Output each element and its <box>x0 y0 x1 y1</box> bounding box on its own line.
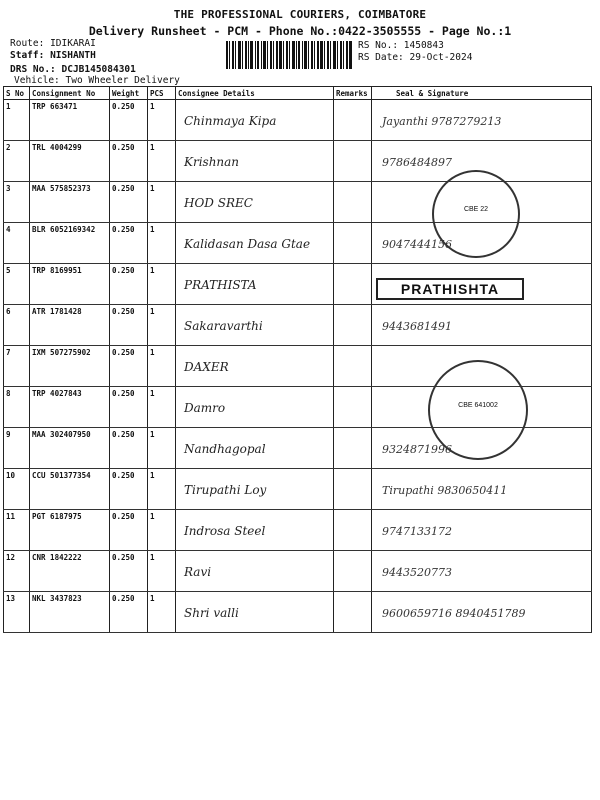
cell-weight: 0.250 <box>110 223 148 264</box>
rs-no-value: 1450843 <box>403 40 444 51</box>
cell-pcs: 1 <box>148 428 176 469</box>
cell-pcs: 1 <box>148 592 176 633</box>
cell-sno: 3 <box>4 182 30 223</box>
cell-consignee: Damro <box>176 387 334 428</box>
col-header-consignment: Consignment No <box>30 87 110 100</box>
route-line <box>10 38 96 49</box>
prathishta-stamp: PRATHISHTA <box>376 278 524 300</box>
cell-pcs: 1 <box>148 141 176 182</box>
cell-consignee: Tirupathi Loy <box>176 469 334 510</box>
runsheet-table <box>3 86 591 633</box>
cell-consignment-no: TRP 4027843 <box>30 387 110 428</box>
route-value: IDIKARAI <box>50 38 96 49</box>
staff-line <box>10 50 96 61</box>
staff-value: NISHANTH <box>50 50 96 61</box>
cell-signature: 9747133172 <box>372 510 592 551</box>
cell-sno: 5 <box>4 264 30 305</box>
cell-remarks <box>334 551 372 592</box>
table-row <box>4 551 592 592</box>
table-row <box>4 100 592 141</box>
cell-consignee: Krishnan <box>176 141 334 182</box>
cell-sno: 4 <box>4 223 30 264</box>
cell-consignment-no: TRL 4004299 <box>30 141 110 182</box>
table-header-row <box>4 87 592 100</box>
cell-pcs: 1 <box>148 264 176 305</box>
cell-consignment-no: BLR 6052169342 <box>30 223 110 264</box>
cell-pcs: 1 <box>148 223 176 264</box>
damro-seal-code: CBE 641002 <box>458 402 498 409</box>
table-row <box>4 592 592 633</box>
cell-consignee: DAXER <box>176 346 334 387</box>
rs-no-line <box>358 40 444 51</box>
drs-label: DRS No.: <box>10 64 56 75</box>
college-seal-code: CBE 22 <box>463 206 489 213</box>
cell-remarks <box>334 469 372 510</box>
cell-consignment-no: PGT 6187975 <box>30 510 110 551</box>
rs-date-line <box>358 52 472 63</box>
college-seal-stamp <box>432 170 520 258</box>
table-row <box>4 141 592 182</box>
cell-signature: Jayanthi 9787279213 <box>372 100 592 141</box>
cell-signature: 9324871996 <box>372 428 592 469</box>
cell-consignment-no: TRP 663471 <box>30 100 110 141</box>
cell-pcs: 1 <box>148 182 176 223</box>
cell-consignee: Indrosa Steel <box>176 510 334 551</box>
cell-remarks <box>334 141 372 182</box>
cell-weight: 0.250 <box>110 551 148 592</box>
cell-weight: 0.250 <box>110 305 148 346</box>
damro-seal-stamp <box>428 360 528 460</box>
cell-remarks <box>334 428 372 469</box>
table-row <box>4 305 592 346</box>
cell-pcs: 1 <box>148 346 176 387</box>
cell-consignee: Kalidasan Dasa Gtae <box>176 223 334 264</box>
cell-sno: 2 <box>4 141 30 182</box>
cell-pcs: 1 <box>148 387 176 428</box>
cell-signature: 9443681491 <box>372 305 592 346</box>
cell-consignee: HOD SREC <box>176 182 334 223</box>
cell-consignee: PRATHISTA <box>176 264 334 305</box>
cell-weight: 0.250 <box>110 264 148 305</box>
drs-value: DCJB145084301 <box>61 64 136 75</box>
col-header-pcs: PCS <box>148 87 176 100</box>
cell-weight: 0.250 <box>110 469 148 510</box>
cell-consignment-no: TRP 8169951 <box>30 264 110 305</box>
cell-consignee: Ravi <box>176 551 334 592</box>
cell-sno: 12 <box>4 551 30 592</box>
cell-remarks <box>334 510 372 551</box>
cell-sno: 8 <box>4 387 30 428</box>
vehicle-label: Vehicle: <box>14 75 60 86</box>
cell-weight: 0.250 <box>110 346 148 387</box>
table-row <box>4 510 592 551</box>
cell-signature: 9600659716 8940451789 <box>372 592 592 633</box>
cell-consignment-no: CCU 501377354 <box>30 469 110 510</box>
table-row <box>4 469 592 510</box>
cell-weight: 0.250 <box>110 592 148 633</box>
cell-weight: 0.250 <box>110 100 148 141</box>
cell-consignment-no: MAA 575852373 <box>30 182 110 223</box>
route-label: Route: <box>10 38 45 49</box>
cell-pcs: 1 <box>148 469 176 510</box>
cell-remarks <box>334 264 372 305</box>
cell-sno: 11 <box>4 510 30 551</box>
cell-remarks <box>334 223 372 264</box>
cell-weight: 0.250 <box>110 387 148 428</box>
cell-weight: 0.250 <box>110 428 148 469</box>
cell-weight: 0.250 <box>110 141 148 182</box>
cell-sno: 6 <box>4 305 30 346</box>
cell-remarks <box>334 592 372 633</box>
cell-remarks <box>334 182 372 223</box>
cell-consignee: Sakaravarthi <box>176 305 334 346</box>
cell-sno: 9 <box>4 428 30 469</box>
rs-no-label: RS No.: <box>358 40 399 51</box>
cell-remarks <box>334 387 372 428</box>
cell-consignee: Shri valli <box>176 592 334 633</box>
cell-sno: 1 <box>4 100 30 141</box>
cell-sno: 13 <box>4 592 30 633</box>
cell-signature: 9786484897 <box>372 141 592 182</box>
col-header-signature: Seal & Signature <box>372 87 592 100</box>
rs-date-label: RS Date: <box>358 52 404 63</box>
vehicle-line <box>14 75 180 86</box>
cell-pcs: 1 <box>148 551 176 592</box>
cell-consignment-no: CNR 1842222 <box>30 551 110 592</box>
col-header-weight: Weight <box>110 87 148 100</box>
cell-signature: 9047444156 <box>372 223 592 264</box>
cell-remarks <box>334 100 372 141</box>
cell-consignment-no: ATR 1781428 <box>30 305 110 346</box>
cell-pcs: 1 <box>148 510 176 551</box>
col-header-sno: S No <box>4 87 30 100</box>
cell-consignee: Chinmaya Kipa <box>176 100 334 141</box>
vehicle-value: Two Wheeler Delivery <box>65 75 180 86</box>
company-title: THE PROFESSIONAL COURIERS, COIMBATORE <box>173 8 427 21</box>
col-header-consignee: Consignee Details <box>176 87 334 100</box>
cell-consignment-no: MAA 302407950 <box>30 428 110 469</box>
rs-date-value: 29-Oct-2024 <box>409 52 473 63</box>
staff-label: Staff: <box>10 50 45 61</box>
cell-weight: 0.250 <box>110 182 148 223</box>
runsheet-subtitle: Delivery Runsheet - PCM - Phone No.:0422-3505555 - Page No.:1 <box>88 24 512 38</box>
barcode-image <box>226 41 352 69</box>
cell-pcs: 1 <box>148 100 176 141</box>
cell-consignment-no: NKL 3437823 <box>30 592 110 633</box>
cell-remarks <box>334 346 372 387</box>
cell-signature: Tirupathi 9830650411 <box>372 469 592 510</box>
cell-signature: 9443520773 <box>372 551 592 592</box>
cell-sno: 10 <box>4 469 30 510</box>
cell-pcs: 1 <box>148 305 176 346</box>
cell-consignment-no: IXM 507275902 <box>30 346 110 387</box>
cell-sno: 7 <box>4 346 30 387</box>
col-header-remarks: Remarks <box>334 87 372 100</box>
drs-line <box>10 64 136 75</box>
cell-remarks <box>334 305 372 346</box>
cell-weight: 0.250 <box>110 510 148 551</box>
cell-consignee: Nandhagopal <box>176 428 334 469</box>
